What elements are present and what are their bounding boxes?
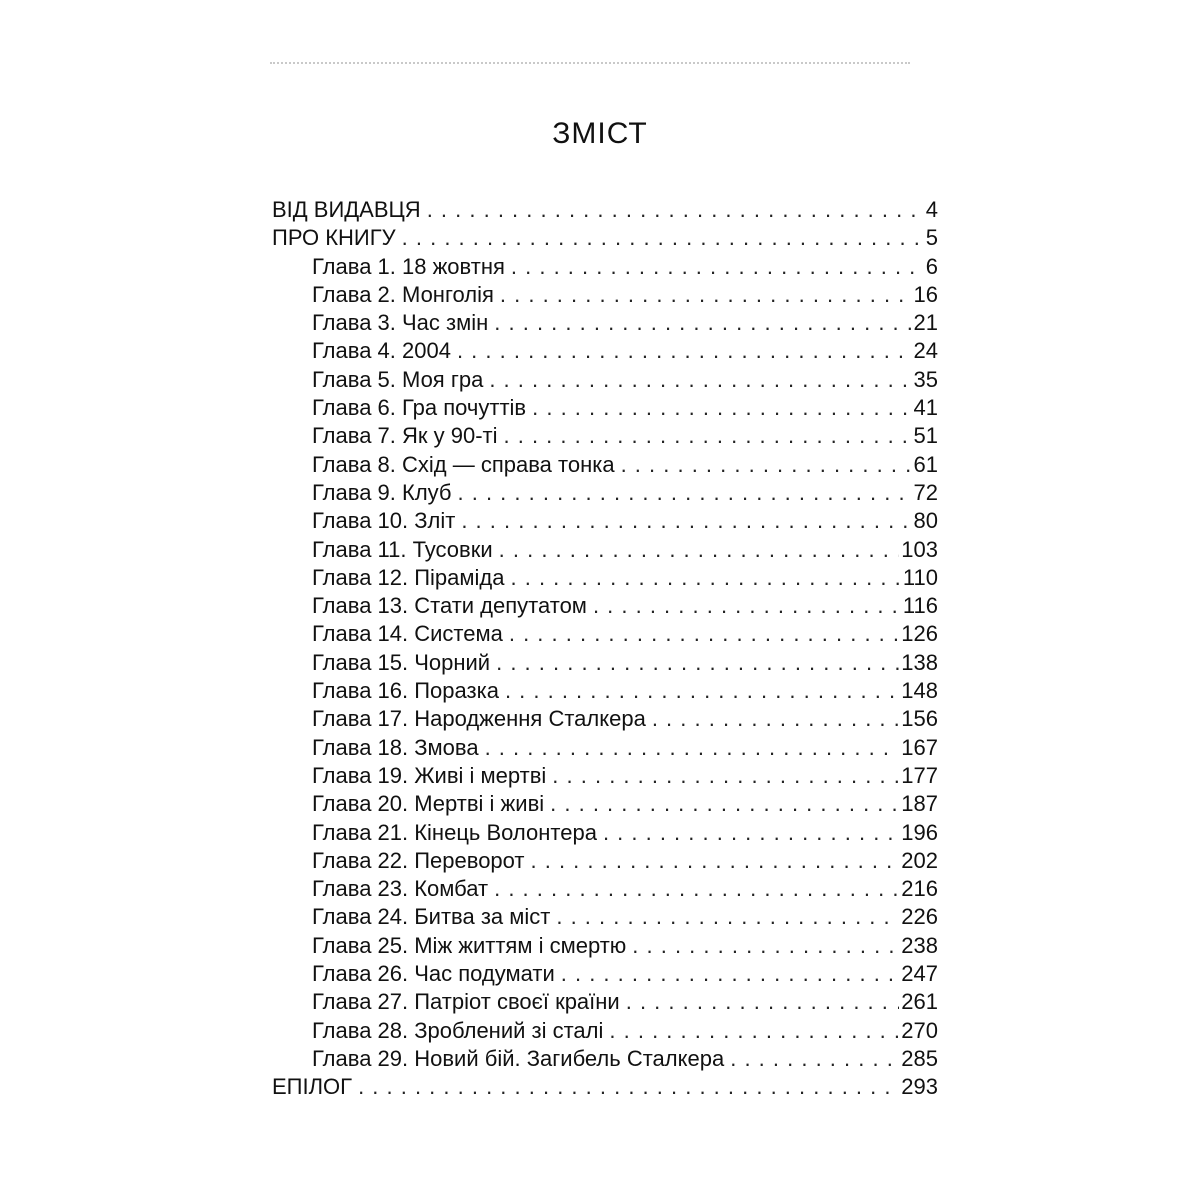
toc-entry-page-number: 138	[901, 649, 938, 675]
toc-dot-leader	[402, 224, 924, 252]
toc-entry-page-number: 187	[901, 791, 938, 817]
toc-entry-label: Глава 28. Зроблений зі сталі	[312, 1017, 604, 1043]
toc-entry-page-number: 148	[901, 678, 938, 704]
toc-entry-page-number: 103	[901, 536, 938, 562]
toc-section-entry	[272, 224, 938, 252]
toc-chapter-entry	[272, 479, 938, 507]
toc-entry-page-number: 35	[913, 366, 938, 392]
toc-entry-label: Глава 22. Переворот	[312, 847, 525, 873]
toc-dot-leader	[499, 536, 900, 564]
toc-dot-leader	[496, 649, 899, 677]
toc-entry-page-number: 238	[901, 932, 938, 958]
toc-dot-leader	[505, 677, 899, 705]
toc-dot-leader	[603, 819, 899, 847]
toc-entry-page-number: 270	[901, 1017, 938, 1043]
toc-entry-page-number: 6	[925, 253, 938, 279]
toc-dot-leader	[531, 847, 900, 875]
toc-dot-leader	[489, 366, 911, 394]
toc-entry-page-number: 196	[901, 819, 938, 845]
toc-entry-label: Глава 6. Гра почуттів	[312, 395, 527, 421]
toc-dot-leader	[457, 337, 912, 365]
toc-entry-page-number: 4	[925, 197, 938, 222]
toc-entry-page-number: 72	[913, 479, 938, 505]
toc-dot-leader	[652, 705, 899, 733]
toc-entry-label: ЕПІЛОГ	[272, 1074, 353, 1100]
toc-entry-page-number: 216	[901, 876, 938, 902]
toc-dot-leader	[511, 564, 901, 592]
toc-entry-label: Глава 1. 18 жовтня	[312, 253, 505, 279]
toc-entry-label: Глава 2. Монголія	[312, 281, 494, 307]
toc-entry-page-number: 177	[901, 762, 938, 788]
toc-entry-label: Глава 4. 2004	[312, 338, 451, 364]
toc-entry-page-number: 61	[913, 451, 938, 477]
toc-chapter-entry	[272, 649, 938, 677]
toc-dot-leader	[509, 620, 899, 648]
toc-entry-label: Глава 24. Битва за міст	[312, 904, 551, 930]
toc-chapter-entry	[272, 790, 938, 818]
toc-entry-label: Глава 11. Тусовки	[312, 536, 493, 562]
toc-dot-leader	[609, 1017, 899, 1045]
toc-dot-leader	[504, 422, 912, 450]
toc-entry-page-number: 261	[901, 989, 938, 1015]
toc-dot-leader	[593, 592, 901, 620]
toc-entry-label: ПРО КНИГУ	[272, 225, 396, 251]
toc-chapter-entry	[272, 875, 938, 903]
toc-chapter-entry	[272, 337, 938, 365]
toc-entry-label: Глава 7. Як у 90-ті	[312, 423, 498, 449]
toc-chapter-entry	[272, 366, 938, 394]
toc-entry-label: Глава 26. Час подумати	[312, 961, 555, 987]
toc-entry-page-number: 16	[913, 281, 938, 307]
toc-entry-label: Глава 18. Змова	[312, 734, 479, 760]
toc-chapter-entry	[272, 507, 938, 535]
toc-entry-page-number: 41	[913, 395, 938, 421]
toc-chapter-entry	[272, 564, 938, 592]
toc-entry-page-number: 247	[901, 961, 938, 987]
toc-entry-label: Глава 14. Система	[312, 621, 503, 647]
toc-entry-label: Глава 20. Мертві і живі	[312, 791, 545, 817]
toc-chapter-entry	[272, 536, 938, 564]
toc-chapter-entry	[272, 988, 938, 1016]
toc-section-entry	[272, 1073, 938, 1101]
toc-dot-leader	[532, 394, 911, 422]
toc-entry-label: Глава 8. Схід — справа тонка	[312, 451, 615, 477]
toc-chapter-entry	[272, 620, 938, 648]
toc-chapter-entry	[272, 281, 938, 309]
toc-entry-label: Глава 9. Клуб	[312, 479, 452, 505]
toc-dot-leader	[500, 281, 912, 309]
toc-dot-leader	[561, 960, 900, 988]
toc-entry-page-number: 21	[913, 310, 938, 336]
toc-entry-page-number: 110	[902, 564, 938, 590]
toc-dot-leader	[485, 734, 900, 762]
toc-chapter-entry	[272, 1045, 938, 1073]
toc-entry-page-number: 156	[901, 706, 938, 732]
toc-chapter-entry	[272, 960, 938, 988]
toc-dot-leader	[461, 507, 911, 535]
toc-dot-leader	[552, 762, 899, 790]
toc-dot-leader	[550, 790, 899, 818]
toc-chapter-entry	[272, 592, 938, 620]
toc-chapter-entry	[272, 394, 938, 422]
toc-entry-label: Глава 3. Час змін	[312, 310, 489, 336]
toc-entry-label: Глава 21. Кінець Волонтера	[312, 819, 597, 845]
toc-chapter-entry	[272, 734, 938, 762]
toc-entry-label: Глава 27. Патріот своєї країни	[312, 989, 620, 1015]
toc-entry-page-number: 226	[901, 904, 938, 930]
toc-chapter-entry	[272, 253, 938, 281]
toc-entry-label: Глава 13. Стати депутатом	[312, 593, 587, 619]
toc-entry-page-number: 293	[901, 1074, 938, 1100]
toc-entry-label: ВІД ВИДАВЦЯ	[272, 197, 421, 222]
toc-dot-leader	[458, 479, 912, 507]
toc-entry-page-number: 116	[902, 593, 938, 619]
toc-entry-page-number: 126	[901, 621, 938, 647]
toc-chapter-entry	[272, 422, 938, 450]
toc-dot-leader	[621, 451, 912, 479]
toc-dot-leader	[730, 1045, 899, 1073]
toc-entry-page-number: 5	[925, 225, 938, 251]
table-of-contents	[272, 196, 938, 1102]
toc-entry-label: Глава 16. Поразка	[312, 678, 499, 704]
toc-entry-page-number: 167	[901, 734, 938, 760]
toc-chapter-entry	[272, 451, 938, 479]
top-divider	[270, 62, 910, 64]
toc-chapter-entry	[272, 932, 938, 960]
page-title: ЗМІСТ	[552, 117, 648, 150]
toc-dot-leader	[494, 309, 911, 337]
toc-entry-page-number: 80	[913, 508, 938, 534]
toc-chapter-entry	[272, 1017, 938, 1045]
toc-entry-label: Глава 23. Комбат	[312, 876, 489, 902]
toc-dot-leader	[556, 903, 899, 931]
toc-chapter-entry	[272, 677, 938, 705]
toc-section-entry	[272, 196, 938, 224]
toc-chapter-entry	[272, 762, 938, 790]
toc-dot-leader	[427, 196, 924, 224]
toc-entry-page-number: 24	[913, 338, 938, 364]
toc-dot-leader	[358, 1073, 899, 1101]
toc-entry-label: Глава 15. Чорний	[312, 649, 491, 675]
toc-entry-label: Глава 29. Новий бій. Загибель Сталкера	[312, 1045, 725, 1071]
toc-entry-label: Глава 17. Народження Сталкера	[312, 706, 646, 732]
toc-entry-page-number: 285	[901, 1045, 938, 1071]
toc-entry-page-number: 51	[913, 423, 938, 449]
toc-entry-label: Глава 25. Між життям і смертю	[312, 932, 627, 958]
toc-entry-label: Глава 12. Піраміда	[312, 564, 505, 590]
toc-entry-page-number: 202	[901, 847, 938, 873]
toc-dot-leader	[494, 875, 899, 903]
toc-chapter-entry	[272, 705, 938, 733]
toc-dot-leader	[632, 932, 899, 960]
toc-entry-label: Глава 19. Живі і мертві	[312, 762, 547, 788]
toc-entry-label: Глава 5. Моя гра	[312, 366, 484, 392]
toc-chapter-entry	[272, 819, 938, 847]
toc-dot-leader	[626, 988, 900, 1016]
toc-chapter-entry	[272, 309, 938, 337]
toc-dot-leader	[511, 253, 924, 281]
toc-chapter-entry	[272, 903, 938, 931]
toc-entry-label: Глава 10. Зліт	[312, 508, 456, 534]
toc-chapter-entry	[272, 847, 938, 875]
